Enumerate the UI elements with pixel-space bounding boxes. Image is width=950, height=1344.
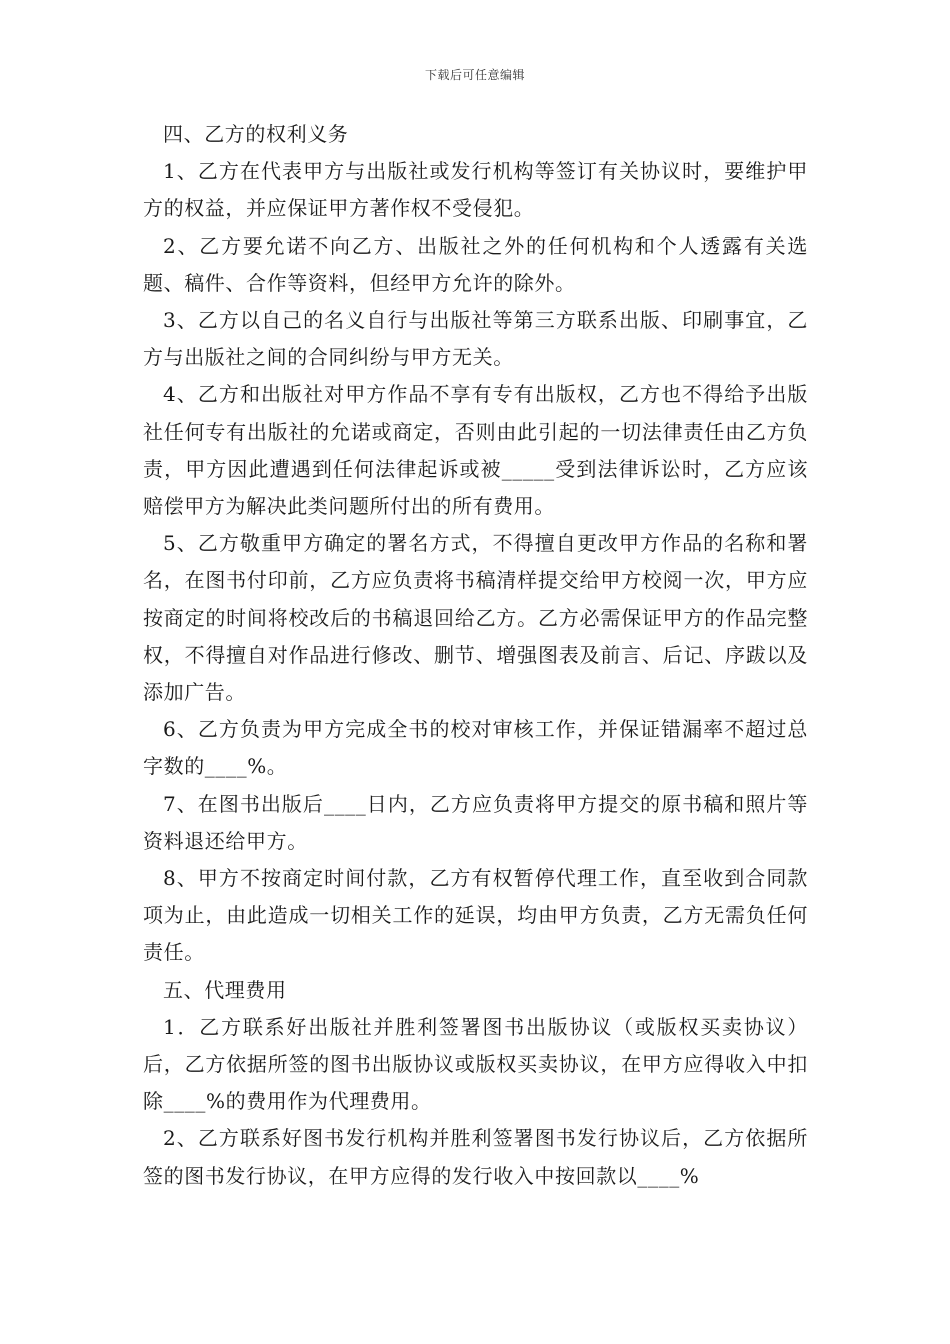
clause-paragraph: 1、乙方在代表甲方与出版社或发行机构等签订有关协议时，要维护甲方的权益，并应保证甲方著作权不受侵犯。 (143, 159, 808, 221)
clause-paragraph: 3、乙方以自己的名义自行与出版社等第三方联系出版、印刷事宜，乙方与出版社之间的合同纠纷与甲方无关。 (143, 308, 808, 370)
clause-paragraph: 6、乙方负责为甲方完成全书的校对审核工作，并保证错漏率不超过总字数的____%。 (143, 717, 808, 779)
header-note: 下载后可任意编辑 (424, 68, 525, 82)
clause-paragraph: 2、乙方联系好图书发行机构并胜利签署图书发行协议后，乙方依据所签的图书发行协议，在甲方应得的发行收入中按回款以____% (143, 1126, 808, 1188)
clause-paragraph: 2、乙方要允诺不向乙方、出版社之外的任何机构和个人透露有关选题、稿件、合作等资料，但经甲方允许的除外。 (143, 233, 808, 295)
document-body (143, 116, 808, 1195)
section-heading-rights-obligations: 四、乙方的权利义务 (163, 122, 349, 146)
clause-paragraph: 5、乙方敬重甲方确定的署名方式，不得擅自更改甲方作品的名称和署名，在图书付印前，乙方应负责将书稿清样提交给甲方校阅一次，甲方应按商定的时间将校改后的书稿退回给乙方。乙方必需保证甲方的作品完整权，不得擅自对作品进行修改、删节、增强图表及前言、后记、序跋以及添加广告。 (143, 531, 808, 705)
clause-paragraph: 8、甲方不按商定时间付款，乙方有权暂停代理工作，直至收到合同款项为止，由此造成一切相关工作的延误，均由甲方负责，乙方无需负任何责任。 (143, 866, 808, 965)
clause-paragraph: 7、在图书出版后____日内，乙方应负责将甲方提交的原书稿和照片等资料退还给甲方。 (143, 791, 808, 853)
section-heading-agency-fees: 五、代理费用 (163, 977, 287, 1002)
clause-paragraph: 4、乙方和出版社对甲方作品不享有专有出版权，乙方也不得给予出版社任何专有出版社的允诺或商定，否则由此引起的一切法律责任由乙方负责，甲方因此遭遇到任何法律起诉或被_____受到法律诉讼时，乙方应该赔偿甲方为解决此类问题所付出的所有费用。 (143, 382, 808, 519)
clause-paragraph: 1．乙方联系好出版社并胜利签署图书出版协议（或版权买卖协议）后，乙方依据所签的图书出版协议或版权买卖协议，在甲方应得收入中扣除____%的费用作为代理费用。 (143, 1014, 808, 1114)
